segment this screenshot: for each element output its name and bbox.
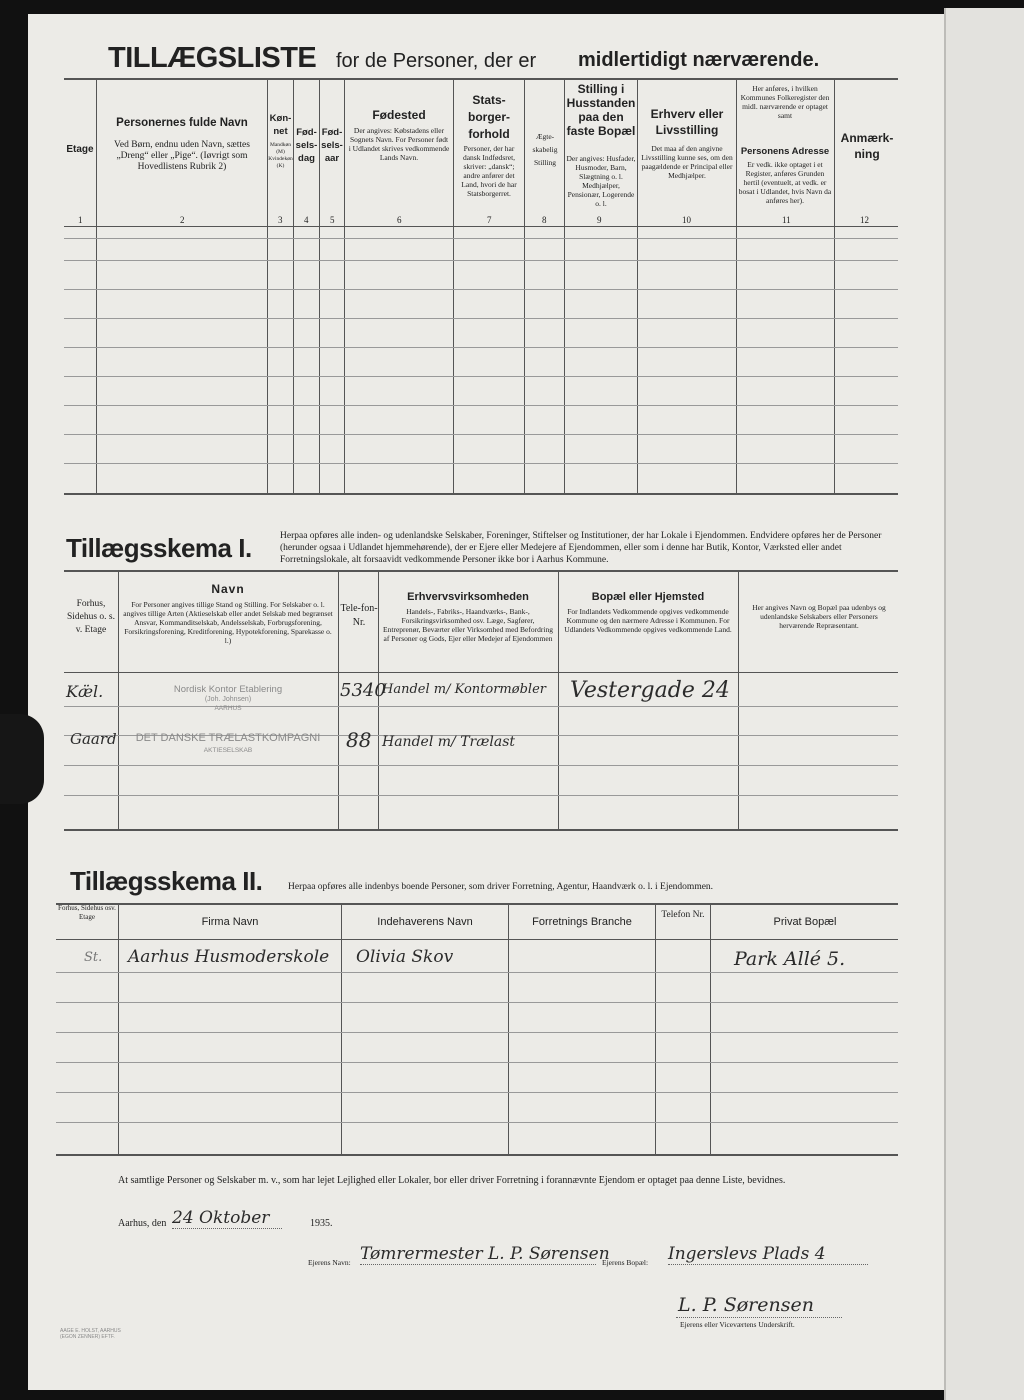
col-num-1: 1: [78, 215, 83, 225]
col-koen-head: Køn-net: [269, 113, 292, 137]
s1-row1-telefon: 5340: [340, 680, 386, 701]
s2-col-branche: Forretnings Branche: [532, 916, 632, 928]
col-statsborger-head: Stats-borger-forhold: [468, 93, 510, 141]
col-num-7: 7: [487, 215, 492, 225]
col-navn-head: Personernes fulde Navn: [116, 117, 248, 129]
s1-col-erhverv-note: Handels-, Fabriks-, Haandværks-, Bank-, Forsikringsvirksomhed osv. Læge, Sagfører, Entreprenør, Beværter eller Virksomhed med Befordring af Personer og Gods, Ejer eller Medejer af Ejendommen: [383, 607, 553, 643]
owner-name: Tømrermester L. P. Sørensen: [360, 1244, 610, 1264]
col-num-4: 4: [304, 215, 309, 225]
owner-address: Ingerslevs Plads 4: [668, 1244, 868, 1265]
s2-col-etage: Forhus, Sidehus osv. Etage: [58, 904, 116, 921]
s2-row1-indehaver: Olivia Skov: [356, 947, 454, 967]
col-navn-note: Ved Børn, endnu uden Navn, sættes „Dreng“ eller „Pige“. (Iøvrigt som Hovedlistens Rubrik 2): [114, 140, 250, 172]
col-num-6: 6: [397, 215, 402, 225]
footer-statement: At samtlige Personer og Selskaber m. v., som har lejet Lejlighed eller Lokaler, bor eller driver Forretning i forannævnte Ejendom er optaget paa denne Liste, bevidnes.: [118, 1175, 786, 1186]
s1-col-erhverv: Erhvervsvirksomheden: [407, 591, 529, 603]
col-stilling-note: Der angives: Husfader, Husmoder, Barn, Slægtning o. l. Medhjælper, Pensionær, Logerende o. l.: [566, 154, 636, 208]
s1-row1-stamp-sub: (Joh. Johnsen): [204, 696, 252, 703]
skema2-intro: Herpaa opføres alle indenbys boende Personer, som driver Forretning, Agentur, Haandværk o. l. i Ejendommen.: [288, 882, 714, 892]
s1-row1-etage: Kæ̈l.: [66, 682, 104, 701]
skema2-title: Tillægsskema II.: [70, 866, 263, 896]
col-aegteskab-head: Ægte-skabelig Stilling: [532, 132, 558, 167]
s1-col-telefon: Tele-fon-Nr.: [340, 603, 378, 628]
binder-clip: [0, 714, 44, 804]
col-erhverv-head: Erhverv eller Livsstilling: [650, 107, 724, 137]
s2-row1-firma: Aarhus Husmoderskole: [128, 947, 330, 967]
s2-col-bopael: Privat Bopæl: [773, 916, 837, 928]
signature-label: Ejerens eller Viceværtens Underskrift.: [680, 1320, 795, 1329]
s1-row2-erhverv: Handel m/ Trælast: [382, 734, 516, 750]
col-num-12: 12: [860, 215, 869, 225]
s2-col-firma: Firma Navn: [201, 916, 259, 928]
s1-row1-stamp-city: AARHUS: [214, 705, 242, 712]
col-num-10: 10: [682, 215, 691, 225]
col-num-8: 8: [542, 215, 547, 225]
col-num-9: 9: [597, 215, 602, 225]
s1-col-navn-note: For Personer angives tillige Stand og Stilling. For Selskaber o. l. angives tillige Arten (Aktieselskab eller andet Selskab med begrænset Ansvar, Kommanditselskab, Andelsselskab, Forbrugsforening, Forsikringsforening, Kreditforening, Hypotekforening, Sparekasse o. l.): [123, 600, 333, 645]
s2-row1-etage: St.: [84, 950, 103, 965]
col-num-2: 2: [180, 215, 185, 225]
footer-date: 24 Oktober: [172, 1208, 282, 1229]
s1-row1-bopael: Vestergade 24: [570, 678, 730, 703]
col-num-3: 3: [278, 215, 283, 225]
s1-row2-telefon: 88: [346, 728, 372, 752]
col-foedselsaar-head: Fød-sels-aar: [321, 127, 343, 164]
col-koen-note: Mandkøn (M) Kvindekøn (K): [268, 142, 293, 169]
s2-row1-bopael: Park Allé 5.: [734, 948, 846, 970]
col-adresse-note-top: Her anføres, i hvilken Kommunes Folkeregister den midl. nærværende er optaget samt: [740, 84, 830, 120]
s1-col-bopael: Bopæl eller Hjemsted: [591, 591, 705, 603]
col-foedselsdag-head: Fød-sels-dag: [295, 127, 318, 164]
footer-place: Aarhus, den: [118, 1218, 167, 1229]
s1-row2-stamp-sub: AKTIESELSKAB: [203, 747, 253, 754]
col-adresse-head: Personens Adresse: [740, 146, 830, 157]
col-foedested-head: Fødested: [372, 108, 426, 122]
s1-col-bopael-note: For Indlandets Vedkommende opgives vedkommende Kommune og den nærmere Adresse i Kommunen. For Udlandets Vedkommende opgives vedkommende Land.: [564, 607, 732, 634]
col-statsborger-note: Personer, der har dansk Indfødsret, skriver: „dansk“; andre anfører det Land, hvori de har Statsborgerret.: [461, 144, 517, 198]
owner-signature: L. P. Sørensen: [678, 1294, 814, 1316]
owner-name-label: Ejerens Navn:: [308, 1258, 351, 1267]
s1-col-forhus: Forhus, Sidehus o. s. v. Etage: [66, 599, 116, 635]
s1-row2-etage: Gaard: [70, 730, 117, 748]
col-etage-head: Etage: [66, 144, 94, 155]
s1-row1-stamp: Nordisk Kontor Etablering: [173, 684, 283, 695]
signature-line: [676, 1317, 842, 1319]
col-erhverv-note: Det maa af den angivne Livsstilling kunne ses, om den paagældende er Principal eller Medhjælper.: [641, 144, 733, 180]
s1-row2-stamp: DET DANSKE TRÆLASTKOMPAGNI: [135, 732, 321, 744]
form-subtitle-bold: midlertidigt nærværende.: [578, 49, 820, 71]
col-stilling-head: Stilling i Husstanden paa den faste Bopæl: [566, 82, 636, 138]
col-adresse-note: Er vedk. ikke optaget i et Register, anføres Grunden hertil (eventuelt, at vedk. er bosat i Udlandet, hvis Navn da anføres her).: [738, 160, 832, 205]
form-title: TILLÆGSLISTE: [108, 42, 317, 74]
skema1-intro: Herpaa opføres alle inden- og udenlandske Selskaber, Foreninger, Stiftelser og Institutioner, der har Lokale i Ejendommen. Endvidere opføres her de Personer (herunder ogsaa i Udlandet hjemmehørende), der er Ejere eller Medejere af Ejendommen, eller som i denne har Butik, Kontor, Værksted eller andet Forretningslokale, alt forsaavidt vedkommende Personer ikke bor i Aarhus Kommune.: [280, 531, 882, 565]
s2-col-telefon: Telefon Nr.: [661, 910, 705, 920]
printer-mark: AAGE E. HOLST, AARHUS (EGON ZENNER) EFTF.: [60, 1328, 121, 1340]
owner-address-label: Ejerens Bopæl:: [602, 1258, 649, 1267]
footer-year: 1935.: [310, 1218, 333, 1229]
s1-col-navn: Navn: [211, 582, 245, 596]
col-num-11: 11: [782, 215, 791, 225]
s1-row1-erhverv: Handel m/ Kontormøbler: [382, 682, 546, 697]
col-num-5: 5: [330, 215, 335, 225]
form-subtitle: for de Personer, der er: [336, 50, 537, 72]
skema1-title: Tillægsskema I.: [66, 533, 252, 563]
s1-col-repr: Her angives Navn og Bopæl paa udenbys og udenlandske Selskabers eller Personers herværende Repræsentant.: [752, 603, 886, 630]
adjacent-page: [944, 8, 1024, 1400]
col-foedested-note: Der angives: Købstadens eller Sognets Navn. For Personer født i Udlandet skrives vedkommende Lands Navn.: [348, 126, 450, 162]
col-anmaerkning-head: Anmærk-ning: [840, 131, 894, 161]
s2-col-indehaver: Indehaverens Navn: [377, 916, 473, 928]
